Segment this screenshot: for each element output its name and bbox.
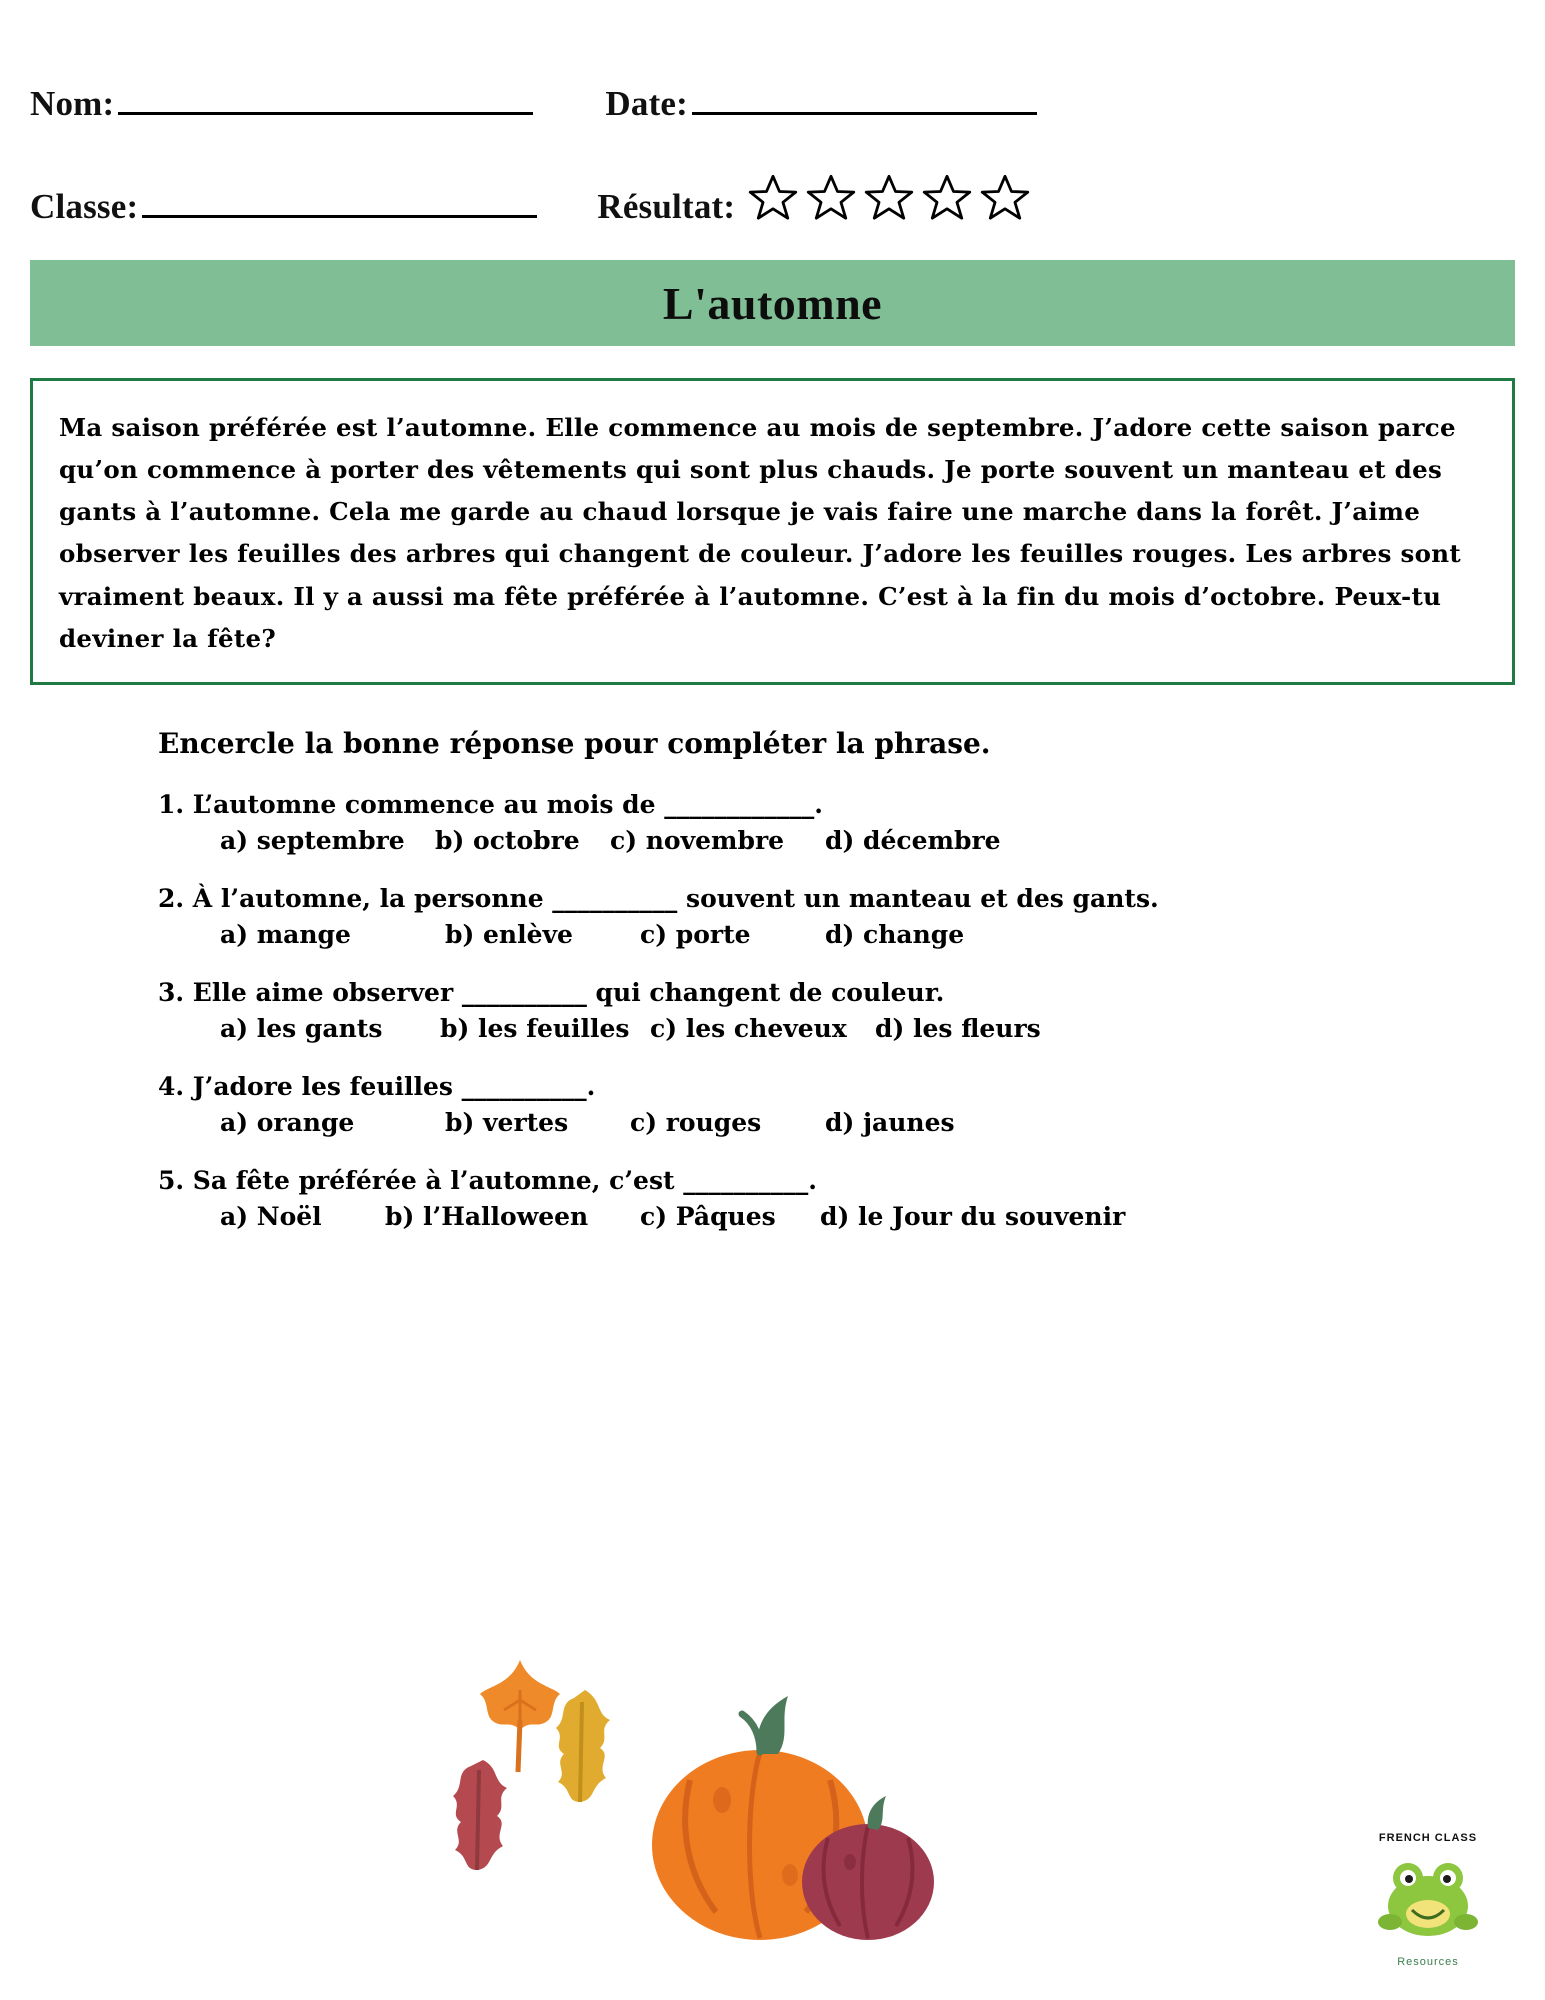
question-item bbox=[158, 884, 1515, 949]
frog-logo-icon bbox=[1368, 1844, 1488, 1949]
choice-option[interactable]: a) mange bbox=[220, 919, 351, 949]
class-label: Classe: bbox=[30, 187, 139, 226]
question-stem: 3. Elle aime observer __________ qui changent de couleur. bbox=[158, 977, 945, 1007]
choice-option[interactable]: d) jaunes bbox=[825, 1107, 955, 1137]
choice-option[interactable]: b) l’Halloween bbox=[385, 1201, 589, 1231]
header-row-class-result bbox=[30, 124, 1515, 227]
star-outline-icon[interactable] bbox=[745, 172, 801, 224]
name-input-line[interactable] bbox=[118, 111, 533, 115]
choice-option[interactable]: d) les fleurs bbox=[875, 1013, 1041, 1043]
choice-option[interactable]: b) octobre bbox=[435, 825, 580, 855]
name-field bbox=[30, 84, 533, 124]
question-choices bbox=[220, 1108, 1515, 1137]
reading-passage-text: Ma saison préférée est l’automne. Elle commence au mois de septembre. J’adore cette saison parce qu’on commence à porter des vêtements qui sont plus chauds. Je porte souvent un manteau et des gants à l’automne. Cela me garde au chaud lorsque je vais faire une marche dans la forêt. J’aime observer les feuilles des arbres qui changent de couleur. J’adore les feuilles rouges. Les arbres sont vraiment beaux. Il y a aussi ma fête préférée à l’automne. C’est à la fin du mois d’octobre. Peux-tu deviner la fête? bbox=[59, 413, 1461, 653]
name-label: Nom: bbox=[30, 84, 115, 123]
question-stem: 2. À l’automne, la personne __________ souvent un manteau et des gants. bbox=[158, 883, 1159, 913]
page-title: L'automne bbox=[662, 277, 883, 329]
choice-option[interactable]: d) change bbox=[825, 919, 965, 949]
question-item bbox=[158, 790, 1515, 855]
question-choices bbox=[220, 1202, 1515, 1231]
choice-option[interactable]: d) décembre bbox=[825, 825, 1001, 855]
choice-option[interactable]: b) enlève bbox=[445, 919, 573, 949]
rating-stars[interactable] bbox=[745, 172, 1033, 224]
question-stem: 4. J’adore les feuilles __________. bbox=[158, 1071, 596, 1101]
choice-option[interactable]: a) les gants bbox=[220, 1013, 383, 1043]
choice-option[interactable]: c) porte bbox=[640, 919, 751, 949]
logo-top-text: FRENCH CLASS bbox=[1378, 1832, 1478, 1844]
choice-option[interactable]: d) le Jour du souvenir bbox=[820, 1201, 1126, 1231]
star-outline-icon[interactable] bbox=[977, 172, 1033, 224]
title-banner bbox=[30, 260, 1515, 346]
star-outline-icon[interactable] bbox=[803, 172, 859, 224]
star-outline-icon[interactable] bbox=[861, 172, 917, 224]
question-stem: 5. Sa fête préférée à l’automne, c’est __________. bbox=[158, 1165, 817, 1195]
logo-bottom-text: Resources bbox=[1397, 1956, 1459, 1968]
question-item bbox=[158, 1166, 1515, 1231]
autumn-artwork bbox=[400, 1650, 1000, 1950]
date-input-line[interactable] bbox=[692, 111, 1037, 115]
question-choices bbox=[220, 920, 1515, 949]
choice-option[interactable]: c) rouges bbox=[630, 1107, 762, 1137]
question-choices bbox=[220, 826, 1515, 855]
star-outline-icon[interactable] bbox=[919, 172, 975, 224]
autumn-leaves-illustration bbox=[453, 1660, 610, 1870]
class-input-line[interactable] bbox=[142, 214, 537, 218]
result-label: Résultat: bbox=[597, 187, 736, 226]
date-field bbox=[605, 84, 1037, 124]
choice-option[interactable]: c) Pâques bbox=[640, 1201, 776, 1231]
result-field bbox=[597, 166, 1033, 227]
brand-logo bbox=[1353, 1832, 1503, 1982]
choice-option[interactable]: a) orange bbox=[220, 1107, 355, 1137]
header-row-name-date bbox=[30, 0, 1515, 124]
question-stem: 1. L’automne commence au mois de ____________. bbox=[158, 789, 823, 819]
choice-option[interactable]: c) les cheveux bbox=[650, 1013, 847, 1043]
pumpkins-illustration bbox=[652, 1696, 934, 1940]
class-field bbox=[30, 187, 537, 227]
choice-option[interactable]: b) les feuilles bbox=[440, 1013, 630, 1043]
choice-option[interactable]: b) vertes bbox=[445, 1107, 569, 1137]
choice-option[interactable]: c) novembre bbox=[610, 825, 785, 855]
question-choices bbox=[220, 1014, 1515, 1043]
instructions-text: Encercle la bonne réponse pour compléter la phrase. bbox=[158, 726, 991, 760]
reading-passage-box bbox=[30, 378, 1515, 685]
choice-option[interactable]: a) septembre bbox=[220, 825, 405, 855]
question-item bbox=[158, 978, 1515, 1043]
question-item bbox=[158, 1072, 1515, 1137]
date-label: Date: bbox=[605, 84, 689, 123]
questions-list bbox=[158, 790, 1515, 1231]
choice-option[interactable]: a) Noël bbox=[220, 1201, 322, 1231]
